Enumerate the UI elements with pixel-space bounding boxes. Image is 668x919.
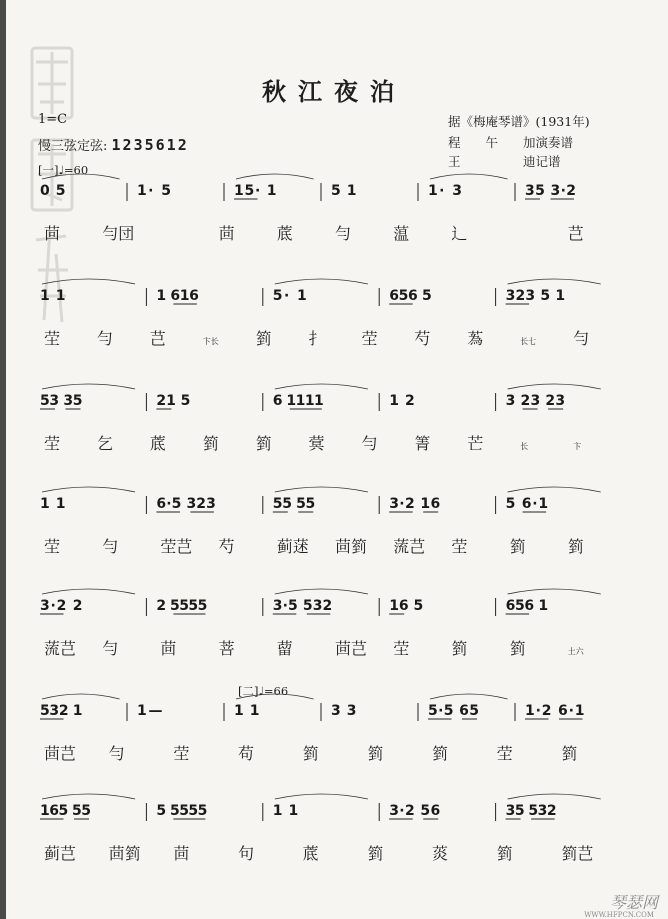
jianzi-glyph: 菧 <box>149 434 166 453</box>
measure-notes: 5· 1 <box>272 288 307 304</box>
slur-arc <box>508 487 601 492</box>
measure-notes: 55 55 <box>272 496 316 512</box>
slur-arc <box>42 174 120 179</box>
measure-notes: 3 3 <box>331 703 357 719</box>
jianzi-glyph: 茴 <box>44 224 61 243</box>
jianzi-glyph: 勻 <box>96 329 113 348</box>
jianzi-glyph: 箌 <box>496 844 513 863</box>
section-1-label: [一] <box>38 163 59 177</box>
jianzi-glyph: 勻 <box>361 434 378 453</box>
jianzi-glyph: 茔 <box>44 537 61 556</box>
measure-notes: 35 3·2 <box>525 183 576 199</box>
jianzi-glyph: 蓟蒁 <box>276 537 309 556</box>
jianzi-glyph: 菩 <box>218 639 235 658</box>
jianzi-glyph: 茴芑 <box>44 744 77 763</box>
measure-notes: 2 5555 <box>156 598 208 614</box>
piece-title: 秋江夜泊 <box>262 77 406 106</box>
slur-arc <box>42 487 135 492</box>
measure-notes: 1 1 <box>272 803 299 819</box>
jianzi-glyph: 箌芑 <box>561 844 594 863</box>
tuning-label: 慢三弦定弦: <box>38 139 108 154</box>
measure-notes: 5 5555 <box>156 803 208 819</box>
jianzi-glyph: 勻 <box>335 224 352 243</box>
slur-arc <box>236 694 314 699</box>
section-2-label: [二] <box>238 684 259 698</box>
measure-notes: 16 5 <box>389 598 424 614</box>
measure-notes: 0 5 <box>40 183 66 199</box>
jianzi-glyph: 茔 <box>173 744 190 763</box>
measure-notes: 3·5 532 <box>272 598 333 614</box>
measure-notes: 53 35 <box>40 393 83 409</box>
jianzi-glyph: 芍 <box>414 329 431 348</box>
slur-arc <box>430 174 508 179</box>
measure-notes: 6·5 323 <box>156 496 216 512</box>
measure-notes: 1 1 <box>40 496 66 512</box>
jianzi-glyph: 蒥 <box>276 639 293 658</box>
jianzi-glyph: 箌 <box>255 434 272 453</box>
jianzi-glyph: 蕰 <box>393 224 410 243</box>
jianzi-glyph: 句 <box>238 844 255 863</box>
jianzi-glyph: 勻 <box>108 744 125 763</box>
jianzi-glyph: 箌 <box>567 537 584 556</box>
jianzi-glyph: 菼 <box>432 844 449 863</box>
source-line-2: 程 午 加演奏谱 <box>448 135 574 150</box>
measure-notes: 1· 5 <box>137 183 171 199</box>
jianzi-glyph: 勻 <box>573 329 590 348</box>
measure-notes: 3 23 23 <box>505 393 566 409</box>
jianzi-glyph: 辶 <box>451 224 468 243</box>
jianzi-glyph: 箐 <box>414 434 431 453</box>
jianzi-glyph: 蓂 <box>308 434 325 453</box>
slur-arc <box>42 589 135 594</box>
jianzi-glyph: 芒 <box>467 434 484 453</box>
jianzi-glyph: 箌 <box>367 844 384 863</box>
jianzi-glyph: 箌 <box>509 639 526 658</box>
jianzi-glyph: 勻 <box>102 639 119 658</box>
jianzi-glyph: 蒍 <box>467 329 484 348</box>
jianzi-glyph: 茔 <box>361 329 378 348</box>
jianzi-glyph: 蓅芑 <box>393 537 426 556</box>
key-signature: 1=C <box>38 112 68 127</box>
jianzi-glyph: 茴箌 <box>335 537 368 556</box>
measure-notes: 1 616 <box>156 288 199 304</box>
slur-arc <box>430 694 508 699</box>
source-line-3: 王 迪记谱 <box>448 154 561 169</box>
jianzi-glyph: 土六 <box>567 647 584 656</box>
measure-notes: 5 1 <box>331 183 357 199</box>
section-1-tempo: ♩=60 <box>58 163 89 177</box>
jianzi-glyph: 蓟芑 <box>44 844 77 863</box>
jianzi-glyph: 勻団 <box>102 224 135 243</box>
jianzi-glyph: 蓅芑 <box>44 639 77 658</box>
slur-arc <box>42 794 135 799</box>
tuning-notes: 1235612 <box>111 136 189 154</box>
jianzi-glyph: 卞 <box>573 442 582 451</box>
measure-notes: 656 5 <box>389 288 432 304</box>
jianzi-glyph: 扌 <box>308 329 325 348</box>
jianzi-glyph: 勻 <box>102 537 119 556</box>
measure-notes: 3·2 16 <box>389 496 441 512</box>
slur-arc <box>236 174 314 179</box>
measure-notes: 656 1 <box>505 598 549 614</box>
jianzi-glyph: 茴 <box>173 844 190 863</box>
measure-notes: 1 — <box>137 703 163 719</box>
slur-arc <box>275 487 368 492</box>
measure-notes: 1 1 <box>40 288 66 304</box>
jianzi-glyph: 箌 <box>367 744 384 763</box>
measure-notes: 165 55 <box>40 803 91 819</box>
measure-notes: 15· 1 <box>234 183 277 199</box>
jianzi-glyph: 箌 <box>202 434 219 453</box>
slur-arc <box>42 279 135 284</box>
jianzi-glyph: 长 <box>520 442 529 451</box>
measure-notes: 323 5 1 <box>505 288 566 304</box>
jianzi-glyph: 茔 <box>451 537 468 556</box>
jianzi-glyph: 茔 <box>393 639 410 658</box>
jianzi-glyph: 长七 <box>520 337 537 346</box>
slur-arc <box>275 589 368 594</box>
measure-notes: 1·2 6·1 <box>525 703 585 719</box>
jianzi-glyph: 茴 <box>160 639 177 658</box>
slur-arc <box>42 384 135 389</box>
slur-arc <box>275 384 368 389</box>
jianzi-glyph: 箌 <box>561 744 578 763</box>
jianzi-glyph: 箌 <box>302 744 319 763</box>
measure-notes: 1 2 <box>389 393 415 409</box>
site-watermark-url: WWW.HFPCN.COM <box>584 911 654 919</box>
section-2-tempo: ♩=66 <box>258 684 289 698</box>
jianzi-glyph: 茔芑 <box>160 537 193 556</box>
slur-arc <box>42 694 120 699</box>
jianzi-glyph: 茴箌 <box>108 844 141 863</box>
slur-arc <box>508 384 601 389</box>
measure-notes: 21 5 <box>156 393 191 409</box>
jianzi-glyph: 箌 <box>509 537 526 556</box>
slur-arc <box>508 794 601 799</box>
jianzi-glyph: 茴芑 <box>335 639 368 658</box>
slur-arc <box>508 279 601 284</box>
measure-notes: 3·2 2 <box>40 598 83 614</box>
jianzi-glyph: 芑 <box>149 329 166 348</box>
jianzi-glyph: 茔 <box>44 329 61 348</box>
measure-notes: 5 6·1 <box>505 496 549 512</box>
slur-arc <box>508 589 601 594</box>
slur-arc <box>275 794 368 799</box>
measure-notes: 5·5 65 <box>428 703 479 719</box>
jianzi-glyph: 菧 <box>302 844 319 863</box>
jianzi-glyph: 苟 <box>238 744 255 763</box>
jianzi-glyph: 茴 <box>218 224 235 243</box>
jianzi-glyph: 箌 <box>432 744 449 763</box>
jianzi-glyph: 卞长 <box>202 337 219 346</box>
jianzi-glyph: 茔 <box>44 434 61 453</box>
measure-notes: 6 1111 <box>272 393 324 409</box>
measure-notes: 1· 3 <box>428 183 462 199</box>
jianzi-glyph: 乞 <box>96 434 113 453</box>
jianzi-glyph: 菧 <box>276 224 293 243</box>
measure-notes: 1 1 <box>234 703 260 719</box>
jianzi-glyph: 茔 <box>496 744 513 763</box>
site-watermark: 琴瑟网 <box>609 893 658 912</box>
jianzi-glyph: 箌 <box>255 329 272 348</box>
measure-notes: 3·2 56 <box>389 803 441 819</box>
measure-notes: 35 532 <box>505 803 557 819</box>
jianzi-glyph: 芍 <box>218 537 235 556</box>
jianzi-glyph: 芑 <box>567 224 584 243</box>
slur-arc <box>275 279 368 284</box>
jianzi-glyph: 箌 <box>451 639 468 658</box>
measure-notes: 532 1 <box>40 703 83 719</box>
source-line-1: 据《梅庵琴谱》(1931年) <box>448 114 590 129</box>
